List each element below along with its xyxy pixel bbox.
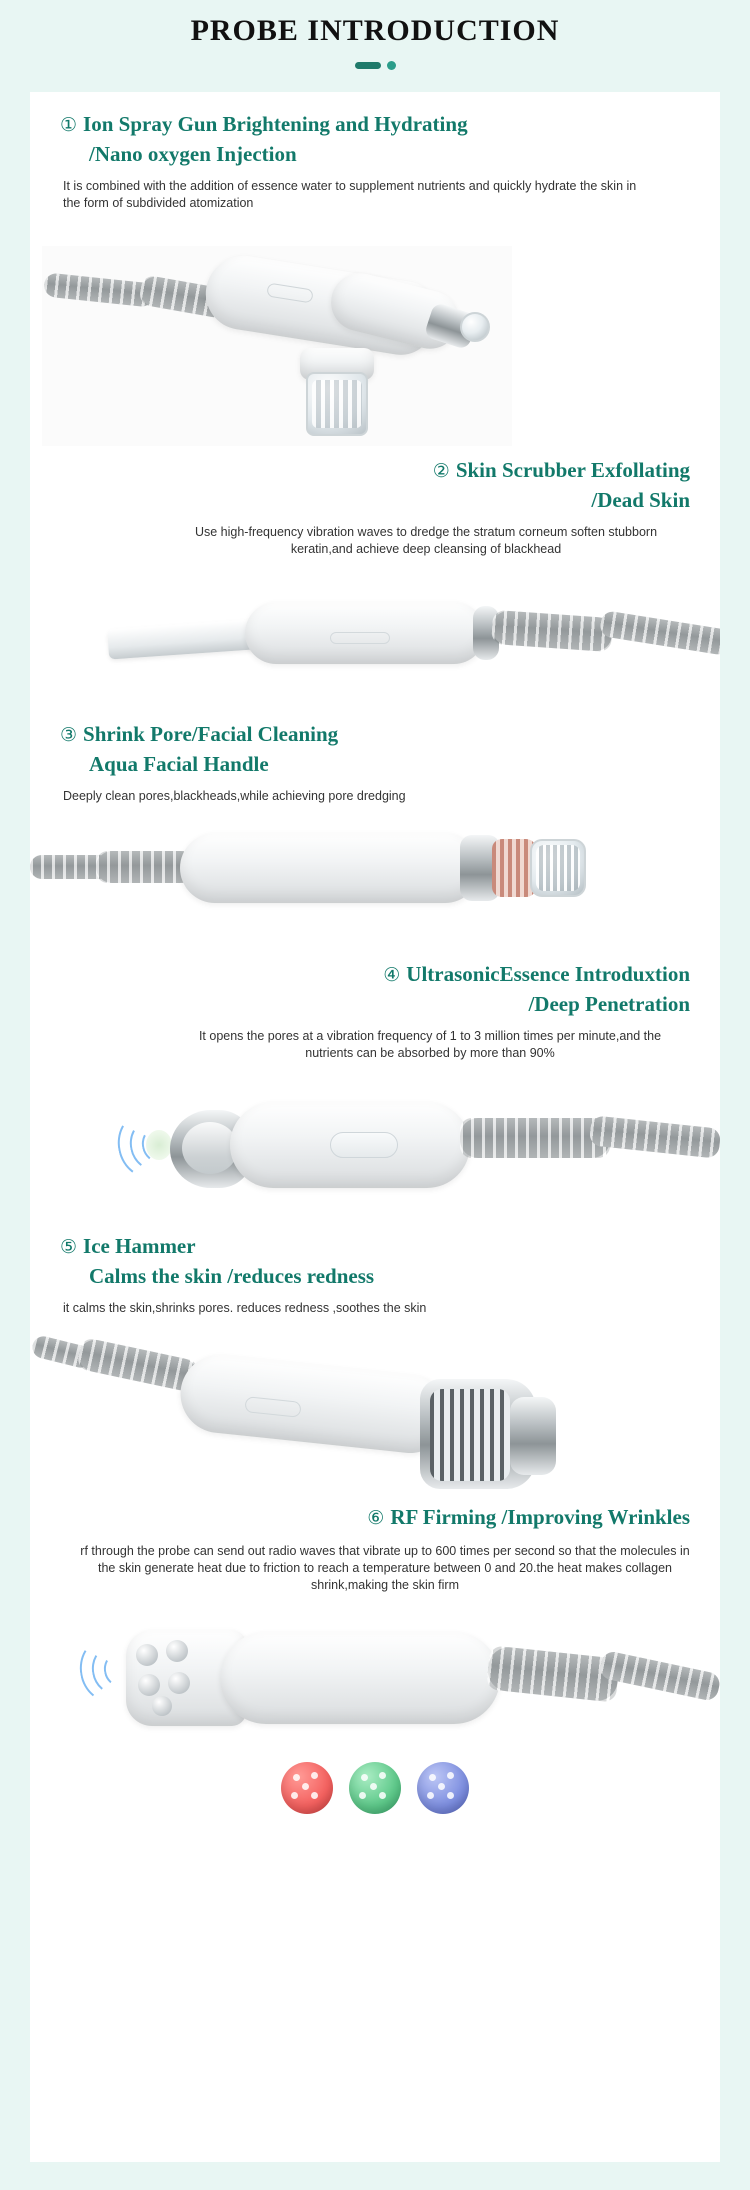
section-3-title-text-1: Shrink Pore/Facial Cleaning [83,722,339,746]
section-4-description: It opens the pores at a vibration frequency of 1 to 3 million times per minute,and the nutrients can be absorbed by more than 90% [198,1029,662,1060]
section-6-titles [30,1503,720,1533]
section-2 [30,456,720,702]
cable-ribbed [491,610,613,652]
section-5-title-line-1 [60,1232,690,1262]
led-head-row [30,1762,720,1814]
section-3-description: Deeply clean pores,blackheads,while achieving pore dredging [63,789,406,803]
page-header [0,0,750,70]
section-4-title-line-1 [60,960,690,990]
aqua-handle-body [180,833,480,903]
section-6 [30,1503,720,1814]
led-pads [349,1762,401,1814]
cable-ribbed [486,1645,620,1702]
section-6-title-line-1 [60,1503,690,1533]
section-4-title-line-2: /Deep Penetration [528,992,690,1016]
rf-handle-body [220,1632,500,1724]
section-2-title-line-1 [60,456,690,486]
section-1-title-line-1 [60,110,690,140]
divider-dash [355,62,381,69]
section-4-number: ④ [383,965,401,986]
section-4 [30,960,720,1218]
section-2-image [30,562,720,702]
section-2-title-line-2: /Dead Skin [591,488,690,512]
section-3 [30,720,720,946]
section-3-titles [30,720,720,778]
section-4-title-text-1: UltrasonicEssence Introduxtion [406,962,690,986]
section-3-title-line-2: Aqua Facial Handle [89,752,269,776]
red-led-head [281,1762,333,1814]
section-5-number: ⑤ [60,1237,78,1258]
section-1-titles [30,110,720,168]
ice-hammer-body [177,1351,454,1457]
page-title: PROBE INTRODUCTION [190,14,560,47]
section-3-title-line-1 [60,720,690,750]
cable-ribbed [460,1118,610,1158]
cable [599,610,720,656]
section-1 [30,92,720,450]
content-card [30,92,720,2162]
section-1-number: ① [60,115,78,136]
led-pads [417,1762,469,1814]
section-1-title-text-1: Ion Spray Gun Brightening and Hydrating [83,112,468,136]
cable [589,1115,720,1158]
green-led-head [349,1762,401,1814]
section-1-description: It is combined with the addition of essence water to supplement nutrients and quickly hydrate the skin in the form of subdivided atomization [63,179,637,210]
divider-dot [387,61,396,70]
section-6-image [30,1602,720,1752]
section-5-title-text-1: Ice Hammer [83,1234,196,1258]
section-5-titles [30,1232,720,1290]
probe-nozzle [460,312,490,342]
ice-hammer-plate [510,1397,556,1475]
section-4-titles [30,960,720,1018]
section-2-number: ② [432,461,450,482]
cable [598,1650,720,1702]
section-5-image [30,1323,720,1493]
section-1-title-line-2: /Nano oxygen Injection [89,142,297,166]
section-2-title-text-1: Skin Scrubber Exfollating [455,458,690,482]
title-divider [0,60,750,70]
section-6-description: rf through the probe can send out radio waves that vibrate up to 600 times per second so that the molecules in the skin generate heat due to friction to reach a temperature between 0 and 20.the heat makes collagen shrink,making the skin firm [80,1544,690,1592]
section-2-description: Use high-frequency vibration waves to dredge the stratum corneum soften stubborn keratin,and achieve deep cleansing of blackhead [194,525,658,556]
section-3-image [30,811,720,946]
section-5-description: it calms the skin,shrinks pores. reduces redness ,soothes the skin [63,1301,427,1315]
section-5-title-line-2: Calms the skin /reduces redness [89,1264,375,1288]
led-pads [281,1762,333,1814]
blue-led-head [417,1762,469,1814]
section-4-image [30,1068,720,1218]
section-3-number: ③ [60,725,78,746]
section-1-image [30,220,720,450]
section-5 [30,1232,720,1493]
section-6-number: ⑥ [367,1508,385,1529]
section-6-title-text-1: RF Firming /Improving Wrinkles [390,1505,690,1529]
section-2-titles [30,456,720,514]
